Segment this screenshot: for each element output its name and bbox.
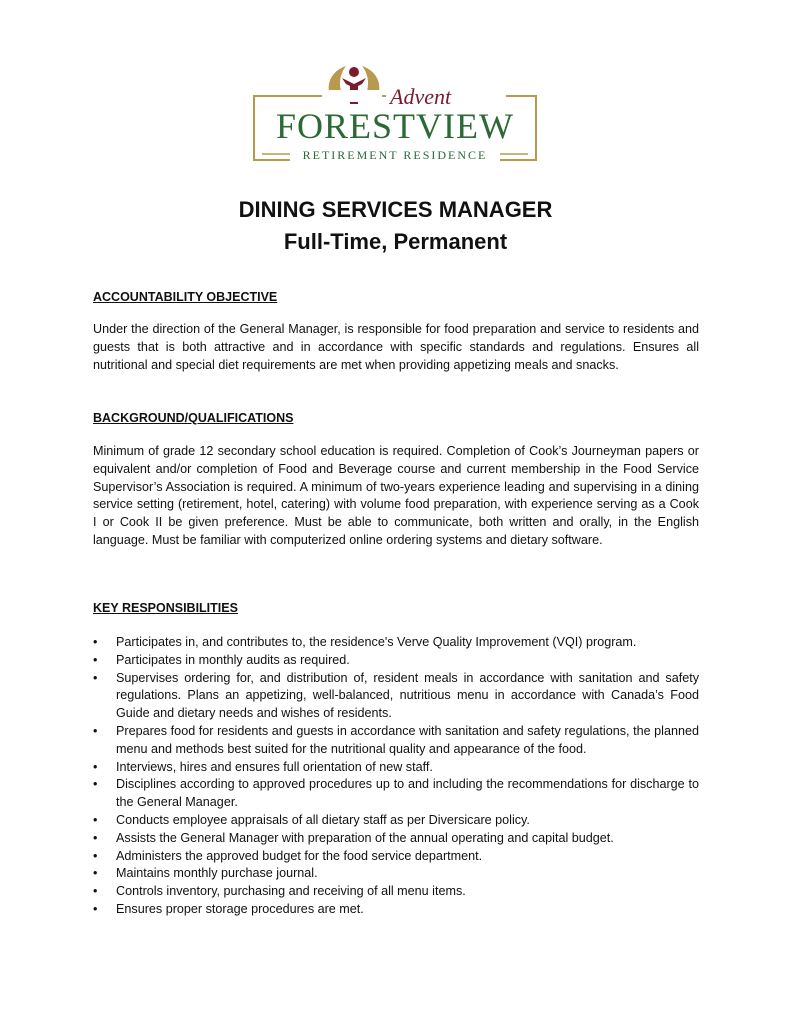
list-item	[93, 670, 699, 723]
bullet-icon: •	[93, 901, 98, 916]
list-item	[93, 883, 699, 901]
list-item-text: Participates in monthly audits as required.	[116, 652, 350, 667]
list-item	[93, 830, 699, 848]
list-item	[93, 848, 699, 866]
forestview-logo	[250, 60, 540, 165]
list-item	[93, 759, 699, 777]
logo-subtitle-text: RETIREMENT RESIDENCE	[302, 148, 488, 162]
list-item-text: Maintains monthly purchase journal.	[116, 866, 318, 881]
bullet-icon: •	[93, 670, 98, 685]
list-item-text: Controls inventory, purchasing and receiving of all menu items.	[116, 884, 466, 899]
bullet-icon: •	[93, 777, 98, 792]
section-heading-objective: ACCOUNTABILITY OBJECTIVE	[93, 290, 278, 304]
list-item-text: Administers the approved budget for the food service department.	[116, 848, 483, 863]
bullet-icon: •	[93, 812, 98, 827]
list-item	[93, 723, 699, 759]
bullet-icon: •	[93, 848, 98, 863]
logo-forestview-text: FORESTVIEW	[276, 106, 514, 146]
list-item	[93, 865, 699, 883]
job-type: Full-Time, Permanent	[283, 229, 508, 254]
bullet-icon: •	[93, 759, 98, 774]
objective-paragraph: Under the direction of the General Manager, is responsible for food preparation and service to residents and guests that is both attractive and in accordance with specific standards and regulations. Ensures all nutritional and special diet requirements are met when providing appetizing meals and snacks.	[93, 322, 699, 372]
bullet-icon: •	[93, 723, 98, 738]
bullet-icon: •	[93, 635, 98, 649]
logo-graphic	[250, 60, 540, 165]
responsibilities-list	[93, 634, 699, 919]
list-item	[93, 652, 699, 670]
bullet-icon: •	[93, 866, 98, 881]
list-item	[93, 634, 699, 652]
list-item-text: Supervises ordering for, and distribution of, resident meals in accordance with sanitation and safety regulations. Plans an appetizing, well-balanced, nutritious menu in accordance with Canada’s Food Guide and dietary needs and wishes of residents.	[116, 670, 699, 721]
bullet-icon: •	[93, 884, 98, 899]
background-paragraph: Minimum of grade 12 secondary school education is required. Completion of Cook’s Journeyman papers or equivalent and/or completion of Food and Beverage course and current membership in the Food Service Supervisor’s Association is required. A minimum of two-years experience leading and supervising in a dining service setting (retirement, hotel, catering) with volume food preparation, with experience serving as a Cook I or Cook II be given preference. Must be able to communicate, both written and orally, in the English language. Must be familiar with computerized online ordering systems and dietary software.	[93, 444, 699, 547]
section-heading-responsibilities: KEY RESPONSIBILITIES	[93, 601, 238, 615]
list-item-text: Interviews, hires and ensures full orientation of new staff.	[116, 759, 433, 774]
list-item-text: Conducts employee appraisals of all dietary staff as per Diversicare policy.	[116, 812, 530, 827]
list-item	[93, 812, 699, 830]
list-item-text: Assists the General Manager with preparation of the annual operating and capital budget.	[116, 830, 614, 845]
list-item-text: Prepares food for residents and guests in accordance with sanitation and safety regulations, the planned menu and methods best suited for the nutritional quality and appearance of the food.	[116, 723, 699, 756]
list-item	[93, 901, 699, 919]
list-item-text: Disciplines according to approved procedures up to and including the recommendations for discharge to the General Manager.	[116, 777, 699, 810]
list-item-text: Ensures proper storage procedures are met.	[116, 901, 364, 916]
logo-advent-text: Advent	[390, 84, 452, 109]
bullet-icon: •	[93, 652, 98, 667]
section-heading-background: BACKGROUND/QUALIFICATIONS	[93, 411, 294, 425]
job-title: DINING SERVICES MANAGER	[238, 197, 553, 222]
list-item-text: Participates in, and contributes to, the residence's Verve Quality Improvement (VQI) program.	[116, 635, 637, 649]
bullet-icon: •	[93, 830, 98, 845]
list-item	[93, 776, 699, 812]
figure-head	[349, 67, 359, 77]
